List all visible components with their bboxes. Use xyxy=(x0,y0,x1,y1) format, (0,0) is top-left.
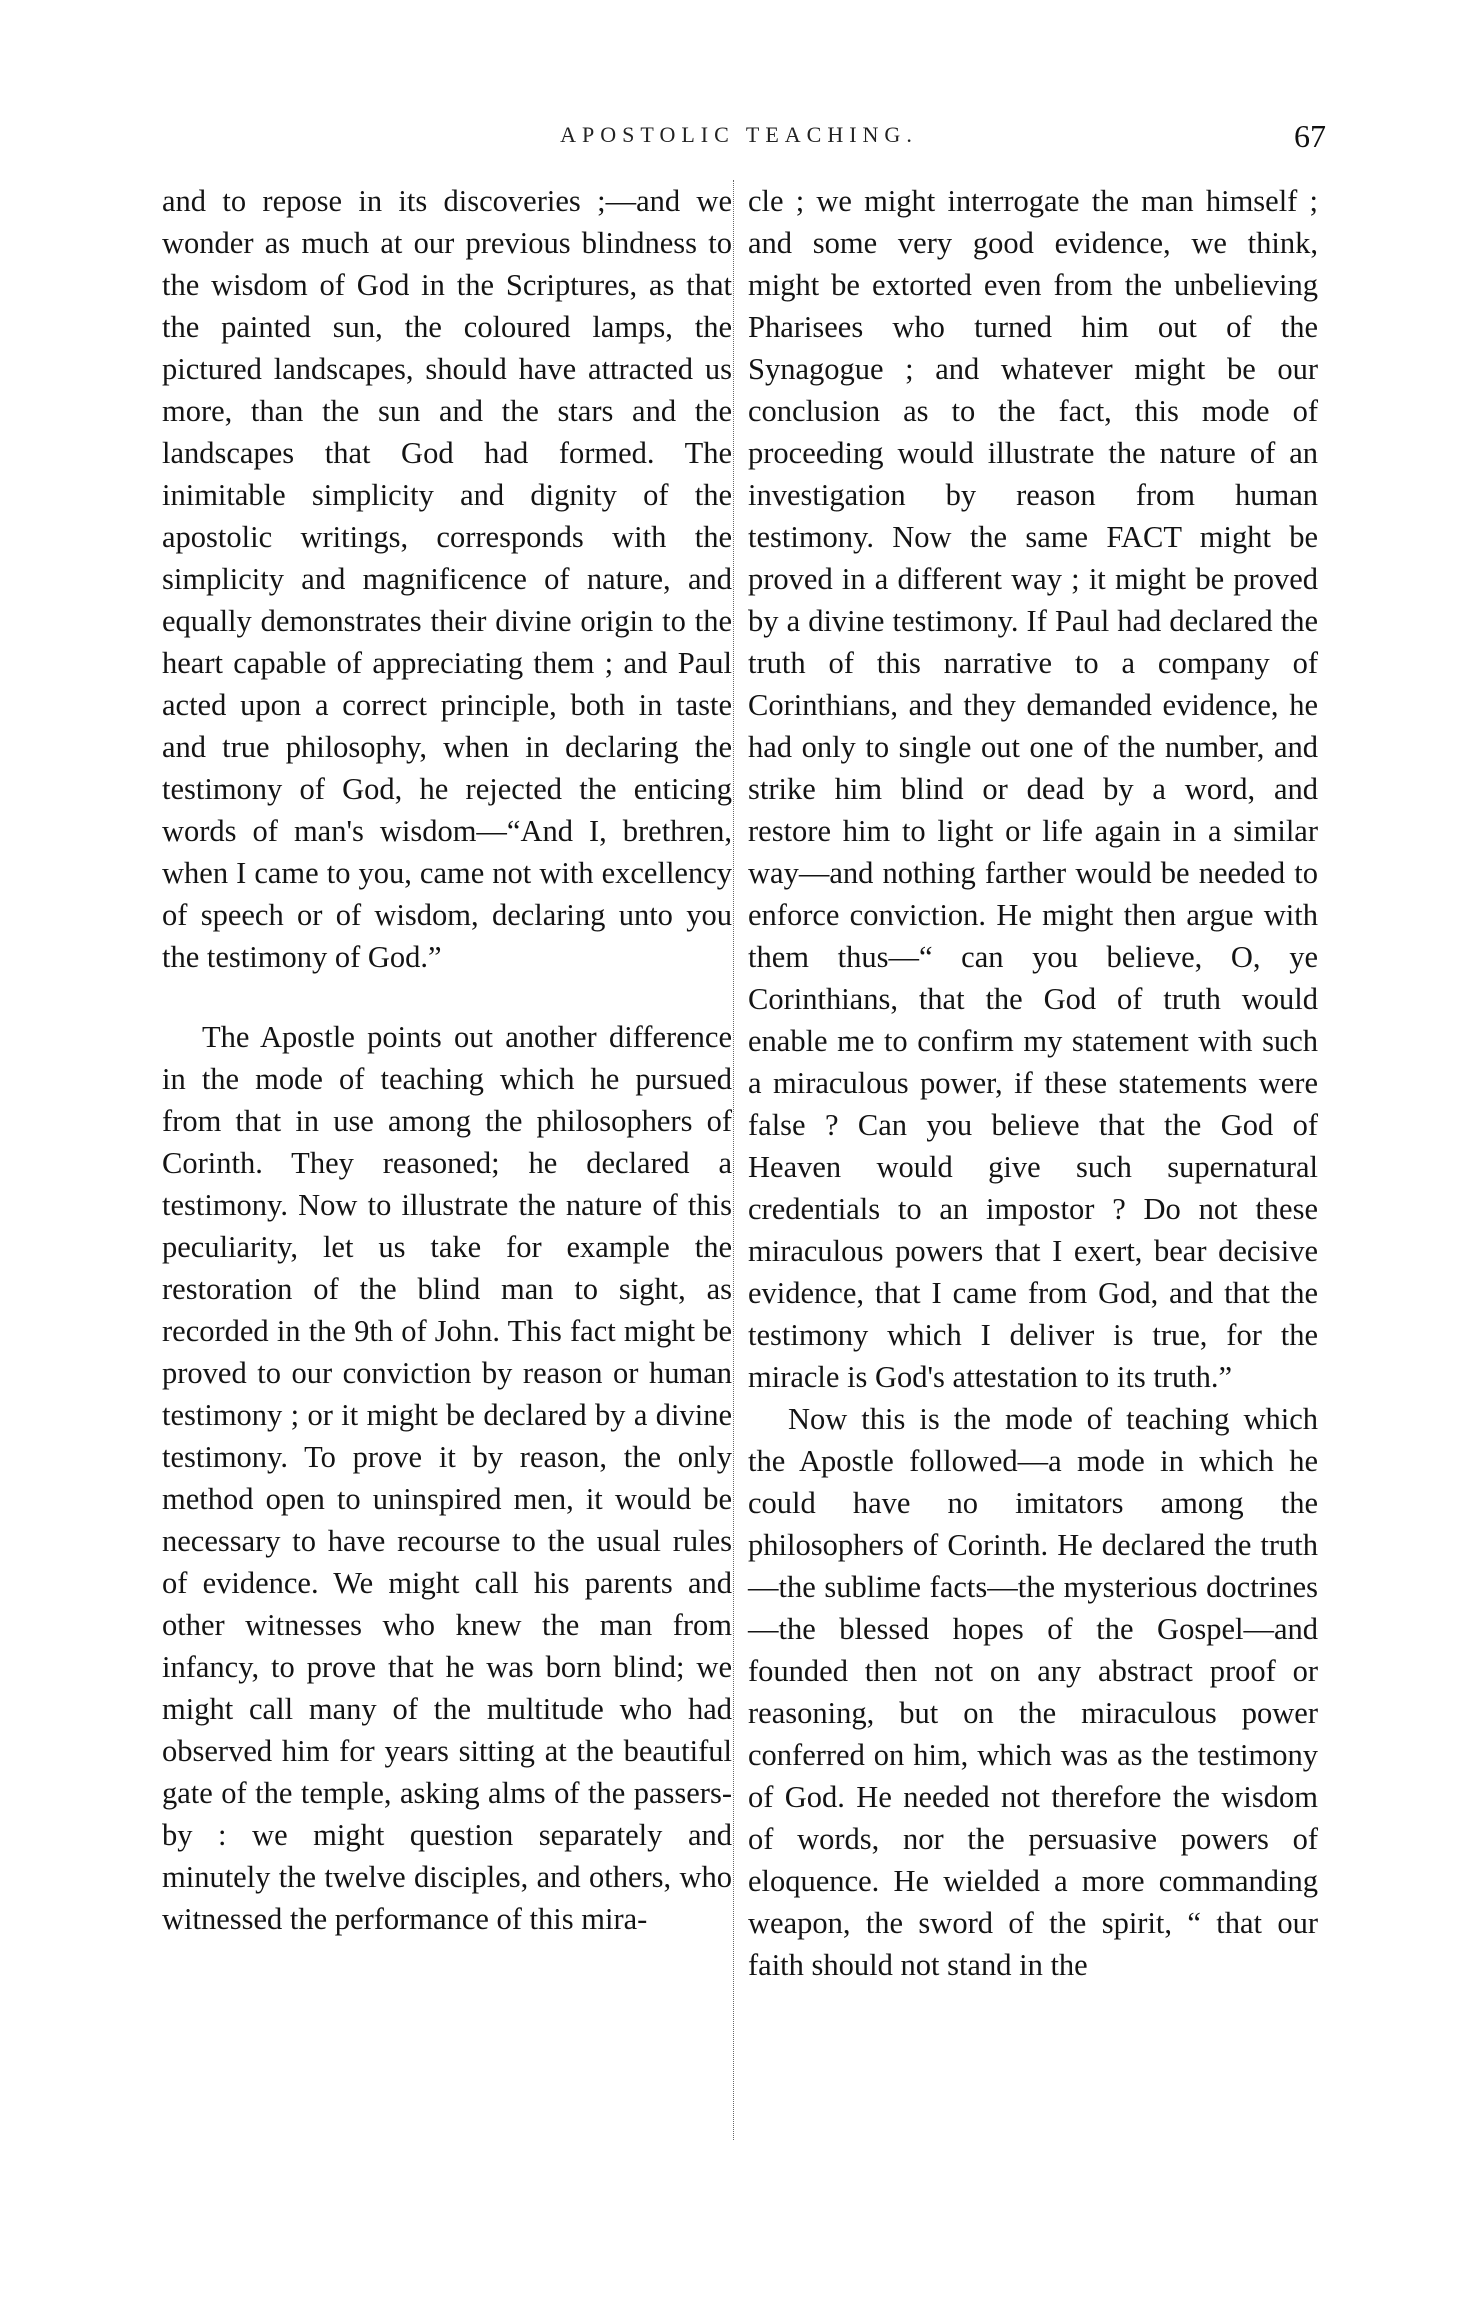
page-header xyxy=(0,118,1478,162)
right-paragraph-1: cle ; we might interrogate the man himself ; and some very good evidence, we think, might be extorted even from the unbelieving Pharisees who turned him out of the Synagogue ; and whatever might be our conclusion as to the fact, this mode of proceeding would illustrate the nature of an investigation by reason from human testimony. Now the same FACT might be proved in a different way ; it might be proved by a divine testimony. If Paul had declared the truth of this narrative to a company of Corinthians, and they demanded evidence, he had only to single out one of the number, and strike him blind or dead by a word, and restore him to light or life again in a similar way—and nothing farther would be needed to enforce conviction. He might then argue with them thus—“ can you believe, O, ye Corinthians, that the God of truth would enable me to confirm my statement with such a miraculous power, if these statements were false ? Can you believe that the God of Heaven would give such supernatural credentials to an impostor ? Do not these miraculous powers that I exert, bear decisive evidence, that I came from God, and that the testimony which I deliver is true, for the miracle is God's attestation to its truth.” xyxy=(748,184,1318,1394)
column-divider xyxy=(733,180,734,2140)
page-number: 67 xyxy=(1294,118,1326,154)
right-column xyxy=(748,180,1318,1986)
left-paragraph-2: The Apostle points out another difference in the mode of teaching which he pursued from that in use among the philosophers of Corinth. They reasoned; he declared a testimony. Now to illustrate the nature of this peculiarity, let us take for example the restoration of the blind man to sight, as recorded in the 9th of John. This fact might be proved to our conviction by reason or human testimony ; or it might be declared by a divine testimony. To prove it by reason, the only method open to uninspired men, it would be necessary to have recourse to the usual rules of evidence. We might call his parents and other witnesses who knew the man from infancy, to prove that he was born blind; we might call many of the multitude who had observed him for years sitting at the beautiful gate of the temple, asking alms of the passers-by : we might question separately and minutely the twelve disciples, and others, who witnessed the performance of this mira- xyxy=(162,1020,732,1936)
left-paragraph-1: and to repose in its discoveries ;—and we wonder as much at our previous blindness to the wisdom of God in the Scriptures, as that the painted sun, the coloured lamps, the pictured landscapes, should have attracted us more, than the sun and the stars and the landscapes that God had formed. The inimitable simplicity and dignity of the apostolic writings, corresponds with the simplicity and magnificence of nature, and equally demonstrates their divine origin to the heart capable of appreciating them ; and Paul acted upon a correct principle, both in taste and true philosophy, when in declaring the testimony of God, he rejected the enticing words of man's wisdom—“And I, brethren, when I came to you, came not with excellency of speech or of wisdom, declaring unto you the testimony of God.” xyxy=(162,184,732,974)
right-paragraph-2: Now this is the mode of teaching which the Apostle followed—a mode in which he could have no imitators among the philosophers of Corinth. He declared the truth—the sublime facts—the mysterious doctrines—the blessed hopes of the Gospel—and founded then not on any abstract proof or reasoning, but on the miraculous power conferred on him, which was as the testimony of God. He needed not therefore the wisdom of words, nor the persuasive powers of eloquence. He wielded a more commanding weapon, the sword of the spirit, “ that our faith should not stand in the xyxy=(748,1402,1318,1982)
left-column xyxy=(162,180,732,1940)
running-head: APOSTOLIC TEACHING. xyxy=(560,122,918,147)
